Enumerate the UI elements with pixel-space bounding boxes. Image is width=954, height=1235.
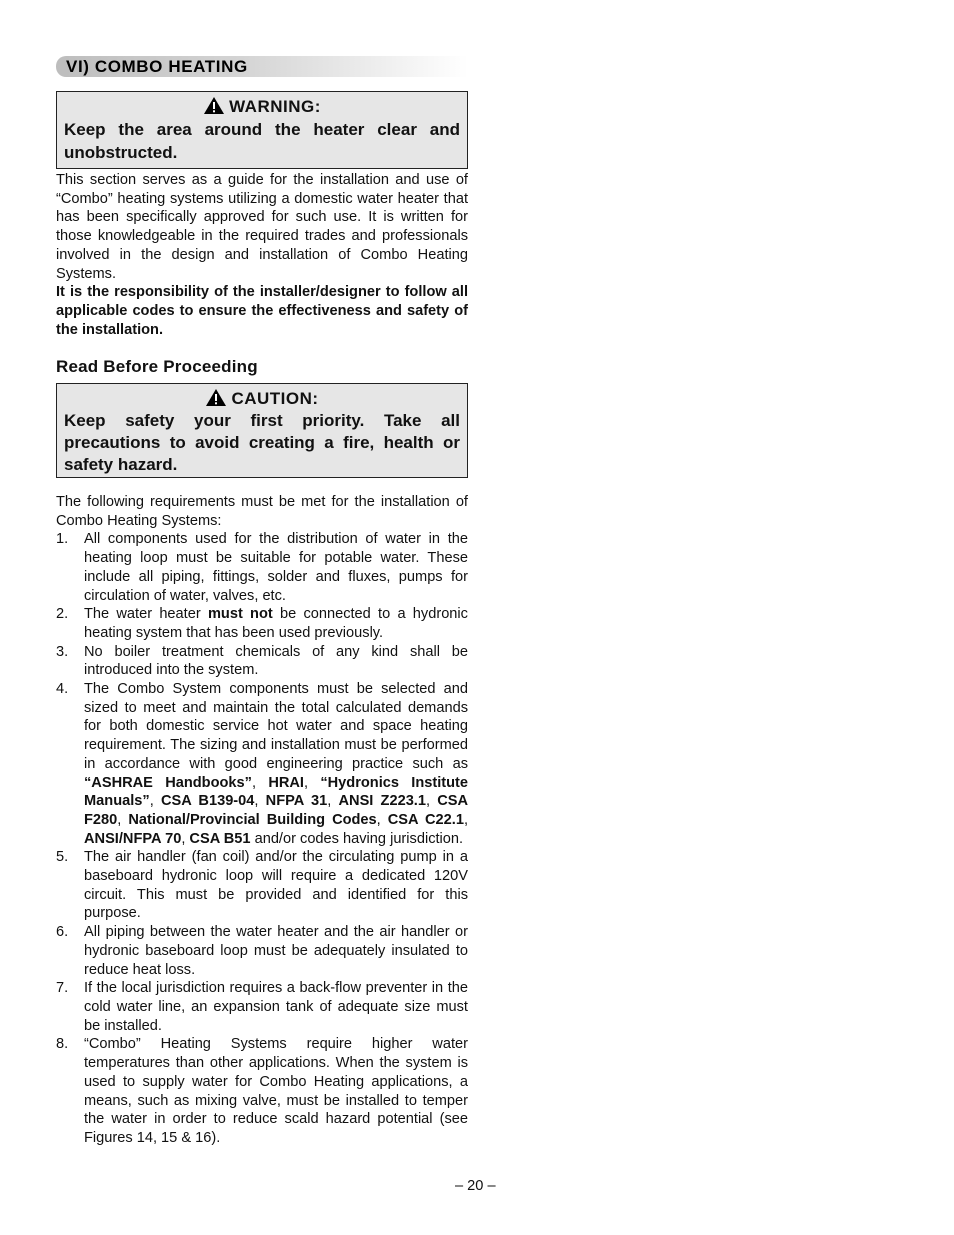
- list-item: [56, 1035, 468, 1147]
- list-item-number: 6.: [56, 924, 69, 941]
- section-title: VI) COMBO HEATING: [66, 57, 248, 76]
- list-item-text: All components used for the distribution of water in the heating loop must be suitable for potable water. These include all piping, fittings, solder and fluxes, pumps for circulation of water, valves, etc.: [84, 531, 468, 604]
- read-before-heading: Read Before Proceeding: [56, 357, 258, 376]
- list-item-number: 1.: [56, 531, 69, 548]
- list-item-number: 5.: [56, 849, 69, 866]
- list-item-emphasis: “Hydronics Institute Manuals”: [84, 774, 469, 810]
- list-item-emphasis: National/Provincial Building Codes: [128, 811, 377, 828]
- list-item-emphasis: NFPA 31: [265, 793, 328, 810]
- list-item-text: All piping between the water heater and the air handler or hydronic baseboard loop must be adequately insulated to reduce heat loss.: [84, 924, 468, 978]
- list-item-number: 4.: [56, 681, 69, 698]
- list-item-text: ,: [251, 774, 269, 791]
- list-item-text: The air handler (fan coil) and/or the circulating pump in a baseboard hydronic loop will require a dedicated 120V circuit. This must be provided and identified for this purpose.: [84, 849, 468, 922]
- list-item-text: ,: [327, 793, 339, 810]
- list-item-text: ,: [117, 811, 129, 828]
- warning-label: WARNING:: [229, 97, 321, 116]
- list-item-text: ,: [149, 793, 161, 810]
- warning-box: [56, 91, 468, 169]
- caution-message: Keep safety your first priority. Take all precautions to avoid creating a fire, health or safety hazard.: [64, 411, 460, 474]
- list-item-emphasis: CSA B139-04: [160, 793, 255, 810]
- section-heading-bar: [56, 56, 468, 77]
- list-item-emphasis: HRAI: [268, 774, 304, 791]
- list-item-text: If the local jurisdiction requires a back-flow preventer in the cold water line, an expansion tank of adequate size must be installed.: [84, 980, 468, 1034]
- requirements-intro: The following requirements must be met for the installation of Combo Heating Systems:: [56, 494, 468, 529]
- list-item: [56, 530, 468, 605]
- list-item-text: ,: [376, 811, 388, 828]
- list-item-emphasis: “ASHRAE Handbooks”: [84, 774, 252, 791]
- list-item-text: No boiler treatment chemicals of any kind shall be introduced into the system.: [84, 643, 468, 679]
- caution-label: CAUTION:: [231, 389, 319, 408]
- list-item-emphasis: ANSI/NFPA 70: [84, 830, 182, 847]
- page-number: – 20 –: [455, 1178, 496, 1194]
- warning-header: [57, 96, 467, 118]
- list-item-emphasis: ANSI Z223.1: [338, 793, 426, 810]
- caution-box: [56, 383, 468, 478]
- list-item-emphasis: CSA B51: [189, 830, 251, 847]
- list-item-text: ,: [304, 774, 321, 791]
- list-item-text: ,: [425, 793, 438, 810]
- list-item-text: The Combo System components must be selected and sized to meet and maintain the total calculated demands for both domestic service hot water and space heating requirement. The sizing and installation must be performed in accordance with good engineering practice such as: [84, 681, 468, 772]
- list-item-emphasis: CSA F280: [84, 793, 469, 828]
- intro-section: [56, 171, 468, 339]
- list-item-emphasis: CSA C22.1: [387, 811, 464, 828]
- list-item: [56, 680, 468, 848]
- list-item-text: be connected to a hydronic heating system that has been used previously.: [84, 606, 468, 641]
- list-item-text: ,: [463, 811, 469, 828]
- list-item: [56, 848, 468, 923]
- list-item-text: and/or codes having jurisdiction.: [250, 830, 464, 847]
- list-item-number: 7.: [56, 980, 69, 997]
- list-item-number: 8.: [56, 1036, 69, 1053]
- list-item-number: 2.: [56, 606, 69, 623]
- warning-message: Keep the area around the heater clear and unobstructed.: [64, 120, 460, 162]
- requirements-section: [56, 493, 468, 1148]
- warning-triangle-icon: [203, 96, 225, 115]
- list-item-text: ,: [181, 830, 190, 847]
- intro-paragraph: This section serves as a guide for the installation and use of “Combo” heating systems utilizing a domestic water heater that has been specifically approved for such use. It is written for those knowledgeable in the required trades and professionals involved in the design and installation of Combo Heating Systems.: [56, 172, 468, 282]
- warning-triangle-icon: [205, 388, 227, 407]
- list-item-text: The water heater: [84, 606, 208, 623]
- list-item: [56, 605, 468, 642]
- requirements-list: [56, 530, 468, 1147]
- list-item-text: ,: [254, 793, 266, 810]
- list-item-emphasis: must not: [207, 606, 273, 623]
- responsibility-paragraph: It is the responsibility of the installer/designer to follow all applicable codes to ensure the effectiveness and safety of the installation.: [56, 284, 468, 338]
- list-item: [56, 643, 468, 680]
- list-item-number: 3.: [56, 643, 69, 660]
- list-item: [56, 923, 468, 979]
- caution-header: [57, 388, 467, 410]
- list-item: [56, 979, 468, 1035]
- list-item-text: “Combo” Heating Systems require higher water temperatures than other applications. When the system is used to supply water for Combo Heating applications, a means, such as mixing valve, must be installed to temper the water in order to reduce scald hazard potential (see Figures 14, 15 & 16).: [84, 1036, 468, 1146]
